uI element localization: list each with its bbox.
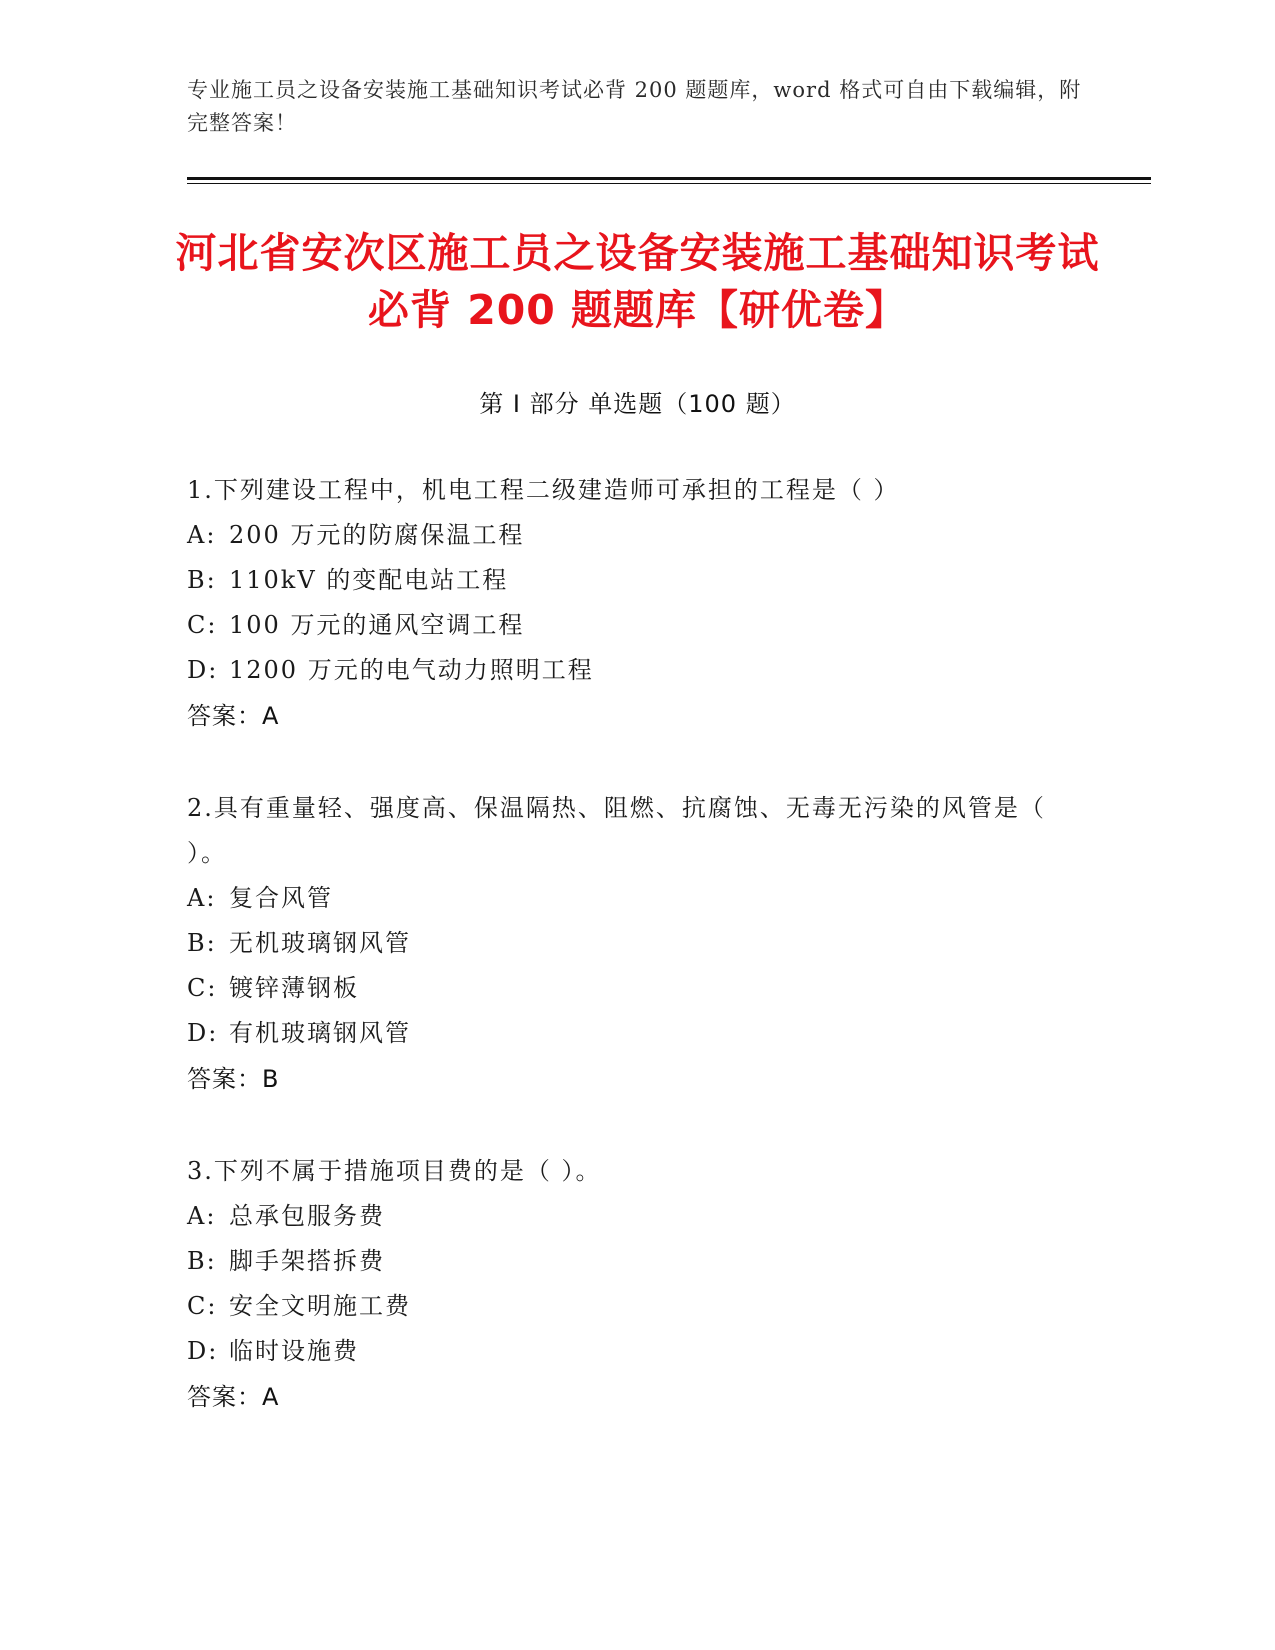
option-c: [187, 1284, 1067, 1329]
option-text: 安全文明施工费: [229, 1292, 411, 1320]
option-b: [187, 1239, 1067, 1284]
question-stem: 2.具有重量轻、强度高、保温隔热、阻燃、抗腐蚀、无毒无污染的风管是（ ）。: [187, 794, 1046, 867]
option-text: 100 万元的通风空调工程: [229, 611, 525, 639]
option-c: [187, 966, 1067, 1011]
section-title: 第 I 部分 单选题（100 题）: [479, 390, 796, 418]
option-text: 无机玻璃钢风管: [229, 929, 411, 957]
option-d: [187, 648, 1067, 693]
question-3: [187, 1149, 1067, 1420]
answer-line: 答案：A: [187, 1383, 280, 1411]
document-title: 河北省安次区施工员之设备安装施工基础知识考试必背 200 题题库【研优卷】: [175, 229, 1100, 334]
option-text: 110kV 的变配电站工程: [229, 566, 509, 594]
answer-line: 答案：A: [187, 702, 280, 730]
question-stem: 3.下列不属于措施项目费的是（ ）。: [187, 1157, 602, 1185]
option-a: [187, 876, 1067, 921]
option-text: 临时设施费: [229, 1337, 359, 1365]
option-key: C:: [187, 1292, 218, 1320]
option-key: A:: [187, 884, 217, 912]
option-b: [187, 558, 1067, 603]
option-text: 200 万元的防腐保温工程: [229, 521, 525, 549]
option-key: B:: [187, 929, 217, 957]
option-d: [187, 1329, 1067, 1374]
question-list: [187, 468, 1067, 1467]
option-text: 镀锌薄钢板: [229, 974, 359, 1002]
option-key: B:: [187, 1247, 217, 1275]
option-text: 复合风管: [229, 884, 333, 912]
option-text: 有机玻璃钢风管: [229, 1019, 411, 1047]
question-2: [187, 786, 1067, 1102]
header-divider-thin: [187, 183, 1151, 184]
option-key: D:: [187, 1337, 219, 1365]
option-key: A:: [187, 521, 217, 549]
option-key: D:: [187, 656, 219, 684]
option-text: 脚手架搭拆费: [229, 1247, 385, 1275]
answer-line: 答案：B: [187, 1065, 280, 1093]
option-key: A:: [187, 1202, 217, 1230]
option-a: [187, 513, 1067, 558]
option-key: D:: [187, 1019, 219, 1047]
option-key: C:: [187, 611, 218, 639]
question-stem: 1.下列建设工程中，机电工程二级建造师可承担的工程是（ ）: [187, 476, 900, 504]
option-a: [187, 1194, 1067, 1239]
option-key: C:: [187, 974, 218, 1002]
question-1: [187, 468, 1067, 739]
option-c: [187, 603, 1067, 648]
header-note: 专业施工员之设备安装施工基础知识考试必背 200 题题库，word 格式可自由下载编辑，附完整答案！: [187, 78, 1082, 135]
header-divider-thick: [187, 177, 1151, 180]
option-text: 总承包服务费: [229, 1202, 385, 1230]
option-text: 1200 万元的电气动力照明工程: [229, 656, 594, 684]
option-key: B:: [187, 566, 217, 594]
option-b: [187, 921, 1067, 966]
option-d: [187, 1011, 1067, 1056]
